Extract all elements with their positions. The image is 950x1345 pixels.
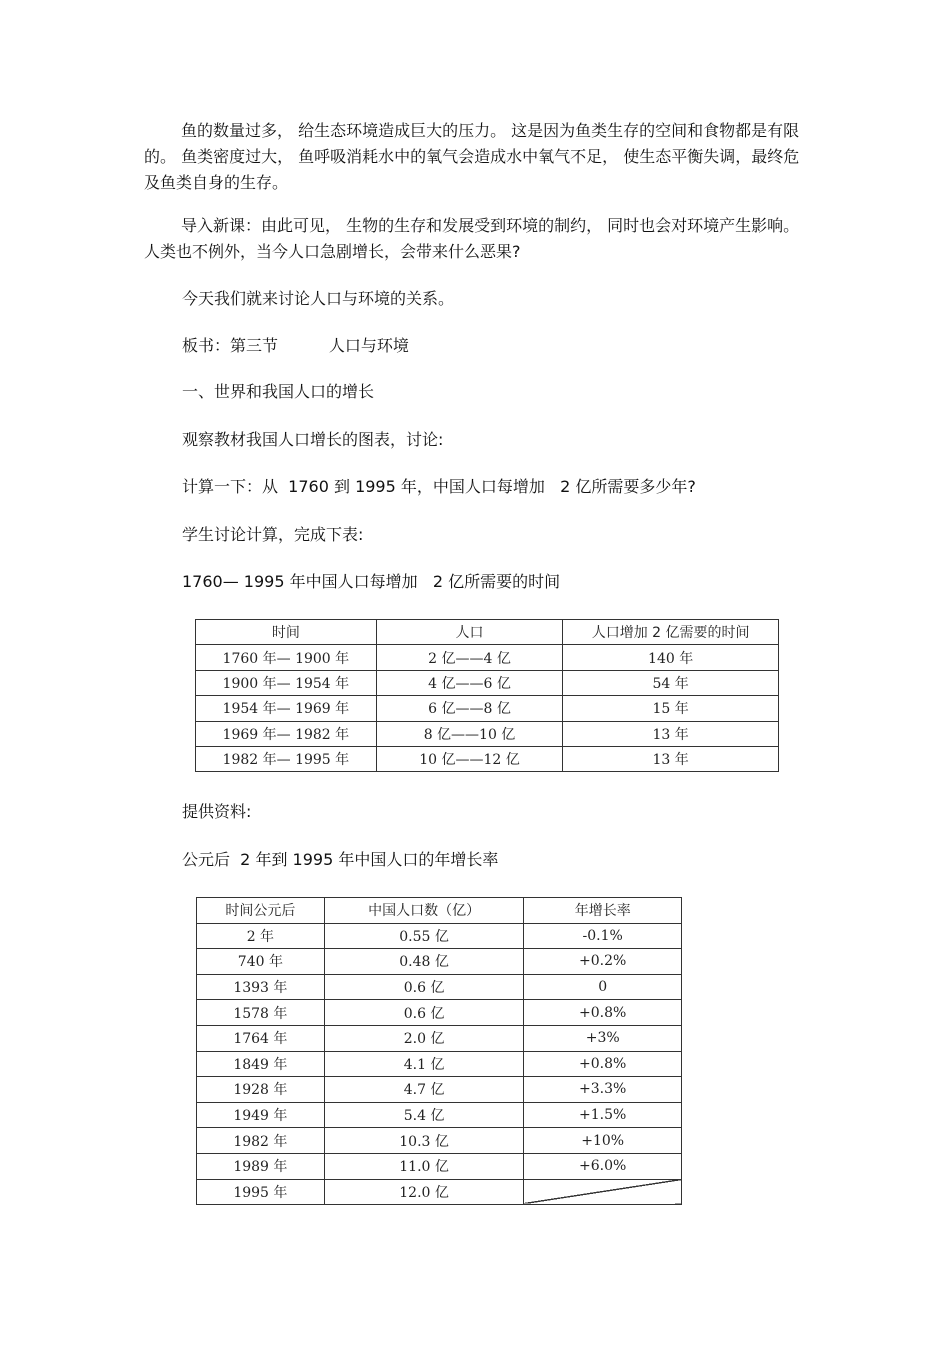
section-heading: 一、世界和我国人口的增长 [182,382,375,401]
table-cell: +3.3% [524,1077,682,1103]
header-cell: 人口 [376,620,563,645]
table-cell: 2.0 亿 [324,1025,524,1051]
line-blackboard-title: 板书：第三节 人口与环境 [182,336,409,355]
table-row [196,746,779,771]
table-cell: +0.2% [524,949,682,975]
diagonal-empty-cell [524,1179,682,1205]
table-cell: 4.1 亿 [324,1051,524,1077]
table-cell: 10.3 亿 [324,1128,524,1154]
table-cell: +0.8% [524,1051,682,1077]
table-cell: 140 年 [563,645,779,670]
table-row [197,1000,682,1026]
paragraph-introduction: 导入新课：由此可见， 生物的生存和发展受到环境的制约， 同时也会对环境产生影响。人类也不例外，当今人口急剧增长，会带来什么恶果? [144,216,800,261]
table-row [196,670,779,695]
population-doubling-table [195,619,779,772]
table-row [196,696,779,721]
table-row [197,1102,682,1128]
line-today-topic: 今天我们就来讨论人口与环境的关系。 [182,289,455,308]
table-row [197,1153,682,1179]
table-header-row [196,620,779,645]
line-observe-chart: 观察教材我国人口增长的图表，讨论: [182,430,444,449]
table-cell: 1989 年 [197,1153,325,1179]
table-cell: 1928 年 [197,1077,325,1103]
table-cell: 1578 年 [197,1000,325,1026]
table-cell: 0.6 亿 [324,974,524,1000]
table-cell: 13 年 [563,746,779,771]
header-cell: 时间 [196,620,377,645]
table-cell: 11.0 亿 [324,1153,524,1179]
table-cell: 1969 年— 1982 年 [196,721,377,746]
table-row [197,1025,682,1051]
header-cell: 时间公元后 [197,898,325,924]
table-cell: 1982 年— 1995 年 [196,746,377,771]
line-provided-materials: 提供资料: [182,802,252,821]
table-cell: -0.1% [524,923,682,949]
header-cell: 中国人口数（亿） [324,898,524,924]
table-cell: +3% [524,1025,682,1051]
table-cell: +1.5% [524,1102,682,1128]
table-cell: 0 [524,974,682,1000]
table-row [197,974,682,1000]
table-row [197,1179,682,1205]
table-cell: 1995 年 [197,1179,325,1205]
table-row [197,949,682,975]
header-cell: 人口增加 2 亿需要的时间 [563,620,779,645]
table-cell: 1849 年 [197,1051,325,1077]
table-row [197,1128,682,1154]
table-cell: 8 亿——10 亿 [376,721,563,746]
table-row [197,1051,682,1077]
table-cell: 1954 年— 1969 年 [196,696,377,721]
table-cell: 5.4 亿 [324,1102,524,1128]
table-row [197,923,682,949]
table-cell: 1393 年 [197,974,325,1000]
table-header-row [197,898,682,924]
table-cell: 740 年 [197,949,325,975]
table-row [196,721,779,746]
table-cell: 2 亿——4 亿 [376,645,563,670]
table-cell: 12.0 亿 [324,1179,524,1205]
paragraph-fish-density: 鱼的数量过多， 给生态环境造成巨大的压力。 这是因为鱼类生存的空间和食物都是有限的。 鱼类密度过大， 鱼呼吸消耗水中的氧气会造成水中氧气不足， 使生态平衡失调，最终危及鱼类自身的生存。 [144,121,800,192]
table-row [196,645,779,670]
table-cell: +0.8% [524,1000,682,1026]
table-cell: 1949 年 [197,1102,325,1128]
table-cell: 0.6 亿 [324,1000,524,1026]
table-cell: +6.0% [524,1153,682,1179]
header-cell: 年增长率 [524,898,682,924]
table-cell: 0.48 亿 [324,949,524,975]
table-cell: 10 亿——12 亿 [376,746,563,771]
table-cell: 4 亿——6 亿 [376,670,563,695]
table-cell: 6 亿——8 亿 [376,696,563,721]
table2-caption: 公元后 2 年到 1995 年中国人口的年增长率 [182,850,499,869]
table-cell: 2 年 [197,923,325,949]
table-cell: 1764 年 [197,1025,325,1051]
table-cell: 4.7 亿 [324,1077,524,1103]
line-calculation-question: 计算一下：从 1760 到 1995 年，中国人口每增加 2 亿所需要多少年? [182,477,696,496]
population-growth-rate-table [196,897,682,1205]
table-cell: 1900 年— 1954 年 [196,670,377,695]
table-cell: +10% [524,1128,682,1154]
table-cell: 15 年 [563,696,779,721]
table-cell: 13 年 [563,721,779,746]
line-student-task: 学生讨论计算，完成下表: [182,525,364,544]
table-cell: 0.55 亿 [324,923,524,949]
table-cell: 1760 年— 1900 年 [196,645,377,670]
table1-caption: 1760— 1995 年中国人口每增加 2 亿所需要的时间 [182,572,561,591]
table-row [197,1077,682,1103]
table-cell: 1982 年 [197,1128,325,1154]
table-cell: 54 年 [563,670,779,695]
